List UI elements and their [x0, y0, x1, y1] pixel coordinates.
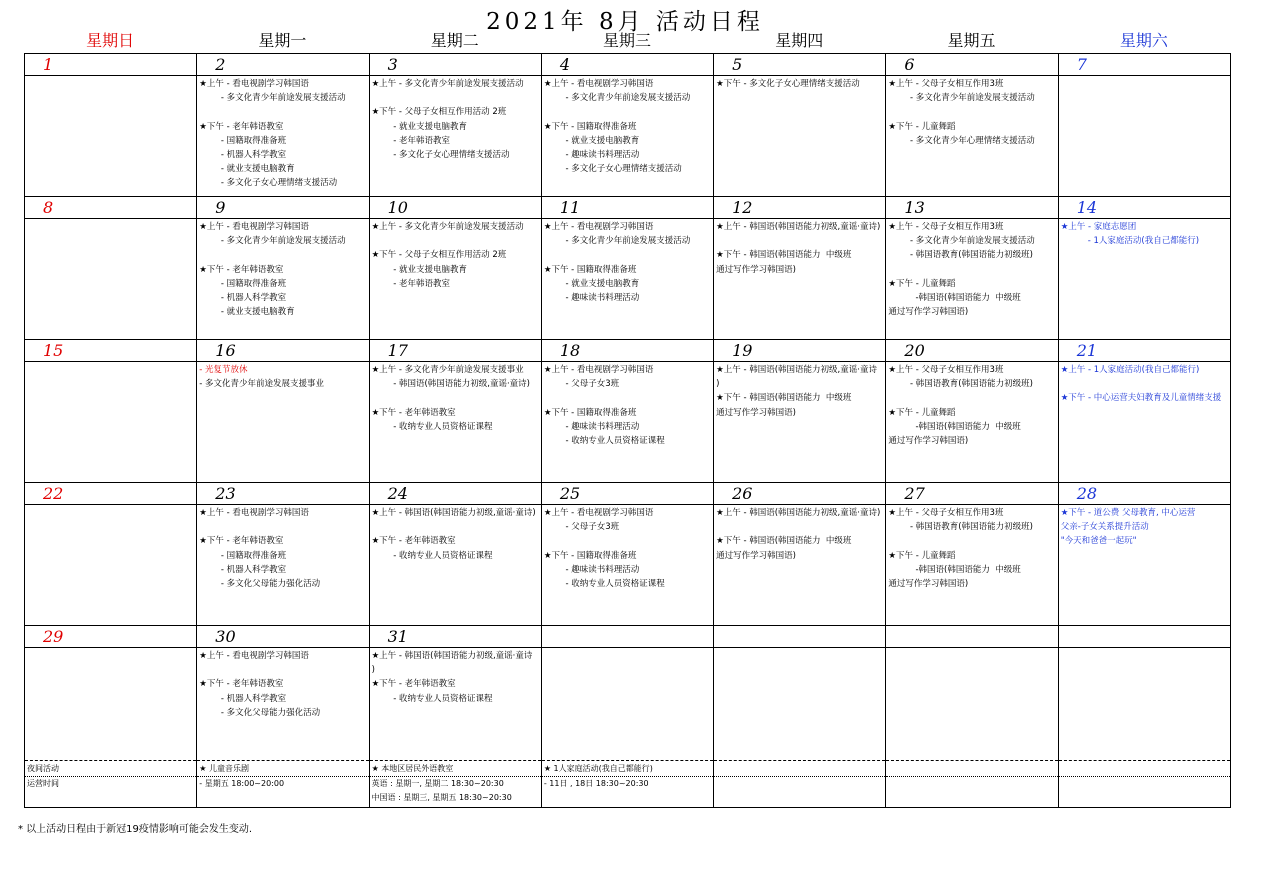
day-number: 10 [387, 198, 408, 217]
day-number: 7 [1076, 55, 1087, 74]
event-list [25, 648, 196, 649]
events-cell [197, 362, 369, 483]
week-events-row [25, 219, 1231, 340]
operating-hours-cell: 英语 : 星期一, 星期二 18:30~20:30 中国语 : 星期三, 星期五 18:30~20:30 [369, 777, 541, 808]
weekday-sunday: 星期日 [86, 31, 135, 50]
events-cell [25, 648, 197, 761]
event-list: ★上午 - 韩国语(韩国语能力初级,童谣·童诗) ★下午 - 韩国语(韩国语能力 中级班 通过写作学习韩国语) [716, 508, 881, 561]
week-events-row [25, 76, 1231, 197]
date-cell [25, 54, 197, 76]
event-list: ★上午 - 看电视剧学习韩国语 ★下午 - 老年韩语教室 - 国籍取得准备班 - 机器人科学教室 - 多文化父母能力强化活动 [199, 508, 321, 590]
day-number: 13 [904, 198, 925, 217]
day-number: 18 [559, 341, 581, 360]
events-cell [714, 648, 886, 761]
event-list: ★上午 - 看电视剧学习韩国语 - 父母子女3班 ★下午 - 国籍取得准备班 - 趣味读书料理活动 - 收纳专业人员资格证课程 [543, 508, 665, 590]
events-cell [886, 648, 1058, 761]
weekday-header [24, 30, 1230, 52]
date-cell [197, 54, 369, 76]
day-number: 12 [732, 198, 753, 217]
day-number: 30 [215, 627, 236, 646]
week-date-row [25, 197, 1231, 219]
event-list [25, 76, 196, 77]
day-number: 19 [732, 341, 753, 360]
date-cell [541, 340, 713, 362]
events-cell [1058, 648, 1230, 761]
day-number: 20 [904, 341, 925, 360]
date-cell [197, 483, 369, 505]
events-cell [1058, 219, 1230, 340]
events-cell [886, 76, 1058, 197]
night-activity-cell [886, 761, 1058, 777]
events-cell [25, 219, 197, 340]
date-cell [197, 626, 369, 648]
date-cell [541, 626, 713, 648]
night-activity-row [25, 761, 1231, 777]
events-cell [714, 219, 886, 340]
event-list: ★上午 - 看电视剧学习韩国语 - 多文化青少年前途发展支援活动 ★下午 - 老年韩语教室 - 国籍取得准备班 - 机器人科学教室 - 就业支援电脑教育 - 多文化子女心理情绪支援活动 [199, 79, 346, 189]
date-cell [1058, 54, 1230, 76]
event-list: ★下午 - 道公费 父母教育, 中心运营 父亲-子女关系提升活动 "今天和爸爸一起玩" [1060, 508, 1196, 547]
date-cell [369, 197, 541, 219]
date-cell [714, 483, 886, 505]
events-cell [714, 362, 886, 483]
events-cell [541, 362, 713, 483]
event-list: ★上午 - 看电视剧学习韩国语 - 多文化青少年前途发展支援活动 ★下午 - 国籍取得准备班 - 就业支援电脑教育 - 趣味读书料理活动 - 多文化子女心理情绪支援活动 [543, 79, 691, 175]
week-events-row [25, 362, 1231, 483]
weekday-tuesday: 星期二 [430, 31, 479, 50]
week-date-row [25, 626, 1231, 648]
day-number: 8 [43, 198, 54, 217]
event-list: ★上午 - 韩国语(韩国语能力初级,童谣·童诗) ★下午 - 老年韩语教室 - 收纳专业人员资格证课程 [371, 508, 536, 561]
date-cell [541, 483, 713, 505]
night-activity-cell: ★ 1人家庭活动(我自己都能行) [541, 761, 713, 777]
event-list: ★上午 - 看电视剧学习韩国语 ★下午 - 老年韩语教室 - 机器人科学教室 - 多文化父母能力强化活动 [199, 651, 321, 718]
weekday-wednesday: 星期三 [602, 31, 651, 50]
events-cell [25, 505, 197, 626]
day-number: 16 [215, 341, 236, 360]
date-cell [541, 197, 713, 219]
day-number: 5 [732, 55, 743, 74]
date-cell [1058, 340, 1230, 362]
date-cell [369, 626, 541, 648]
events-cell [886, 219, 1058, 340]
events-cell [197, 648, 369, 761]
event-list [1059, 76, 1230, 77]
events-cell [886, 505, 1058, 626]
date-cell [886, 54, 1058, 76]
day-number: 15 [43, 341, 64, 360]
day-number: 17 [387, 341, 408, 360]
events-cell [541, 648, 713, 761]
event-list [25, 505, 196, 506]
events-cell [369, 219, 541, 340]
day-number: 1 [43, 55, 54, 74]
day-number: 14 [1076, 198, 1098, 217]
night-activity-cell: ★ 本地区居民外语教室 [369, 761, 541, 777]
date-cell [1058, 197, 1230, 219]
date-cell [714, 340, 886, 362]
day-number: 25 [559, 484, 581, 503]
week-date-row [25, 340, 1231, 362]
weekday-friday: 星期五 [947, 31, 996, 50]
operating-hours-cell: - 星期五 18:00~20:00 [197, 777, 369, 808]
day-number: 23 [215, 484, 236, 503]
event-list [886, 648, 1057, 649]
night-activity-cell: ★ 儿童音乐剧 [197, 761, 369, 777]
event-list: ★上午 - 父母子女相互作用3班 - 韩国语教育(韩国语能力初级班) ★下午 - 儿童舞蹈 -韩国语(韩国语能力 中级班 通过写作学习韩国语) [888, 508, 1033, 590]
events-cell [1058, 76, 1230, 197]
date-cell [197, 340, 369, 362]
date-cell [886, 483, 1058, 505]
night-activity-cell [714, 761, 886, 777]
event-list: ★上午 - 看电视剧学习韩国语 - 多文化青少年前途发展支援活动 ★下午 - 国籍取得准备班 - 就业支援电脑教育 - 趣味读书料理活动 [543, 222, 691, 304]
weekday-thursday: 星期四 [775, 31, 824, 50]
events-cell [197, 505, 369, 626]
event-list: ★上午 - 多文化青少年前途发展支援活动 ★下午 - 父母子女相互作用活动 2班 - 就业支援电脑教育 - 老年韩语教室 [371, 222, 524, 289]
date-cell [25, 340, 197, 362]
page-title: 2021年 8月 活动日程 [486, 9, 764, 35]
event-list: ★上午 - 韩国语(韩国语能力初级,童谣·童诗 ) ★下午 - 老年韩语教室 - 收纳专业人员资格证课程 [371, 651, 533, 704]
events-cell [541, 76, 713, 197]
events-cell [886, 362, 1058, 483]
events-cell [541, 219, 713, 340]
date-cell [714, 626, 886, 648]
weekday-monday: 星期一 [258, 31, 307, 50]
events-cell [197, 76, 369, 197]
event-list: ★上午 - 多文化青少年前途发展支援活动 ★下午 - 父母子女相互作用活动 2班 - 就业支援电脑教育 - 老年韩语教室 - 多文化子女心理情绪支援活动 [371, 79, 524, 161]
events-cell [1058, 505, 1230, 626]
event-list: ★下午 - 多文化子女心理情绪支援活动 [716, 79, 860, 89]
event-list: ★上午 - 看电视剧学习韩国语 - 父母子女3班 ★下午 - 国籍取得准备班 - 趣味读书料理活动 - 收纳专业人员资格证课程 [543, 365, 665, 447]
day-number: 9 [215, 198, 226, 217]
events-cell [369, 648, 541, 761]
day-number: 4 [559, 55, 571, 74]
day-number: 22 [43, 484, 64, 503]
event-list: ★上午 - 看电视剧学习韩国语 - 多文化青少年前途发展支援活动 ★下午 - 老年韩语教室 - 国籍取得准备班 - 机器人科学教室 - 就业支援电脑教育 [199, 222, 346, 318]
day-number: 3 [387, 55, 398, 74]
date-cell [1058, 626, 1230, 648]
day-number: 6 [904, 55, 915, 74]
events-cell [25, 76, 197, 197]
day-number: 28 [1076, 484, 1098, 503]
events-cell [1058, 362, 1230, 483]
night-activity-label: 夜间活动 [25, 761, 197, 777]
event-list: - 光复节放休 - 多文化青少年前途发展支援事业 [199, 365, 325, 390]
weekday-saturday: 星期六 [1119, 31, 1168, 50]
holiday-label: - 光复节放休 [199, 365, 248, 375]
day-number: 11 [559, 198, 581, 217]
day-number: 26 [732, 484, 753, 503]
day-number: 31 [387, 627, 408, 646]
events-cell [714, 505, 886, 626]
events-cell [714, 76, 886, 197]
events-cell [197, 219, 369, 340]
events-cell [25, 362, 197, 483]
date-cell [714, 197, 886, 219]
day-number: 27 [904, 484, 925, 503]
event-list: ★上午 - 韩国语(韩国语能力初级,童谣·童诗) ★下午 - 韩国语(韩国语能力 中级班 通过写作学习韩国语) [716, 222, 881, 275]
week-date-row [25, 483, 1231, 505]
event-list [25, 362, 196, 363]
date-cell [714, 54, 886, 76]
events-cell [369, 76, 541, 197]
event-list: ★上午 - 多文化青少年前途发展支援事业 - 韩国语(韩国语能力初级,童谣·童诗) ★下午 - 老年韩语教室 - 收纳专业人员资格证课程 [371, 365, 530, 432]
event-list: ★上午 - 父母子女相互作用3班 - 多文化青少年前途发展支援活动 ★下午 - 儿童舞蹈 - 多文化青少年心理情绪支援活动 [888, 79, 1035, 146]
operating-hours-cell [886, 777, 1058, 808]
operating-hours-label: 运营时间 [25, 777, 197, 808]
date-cell [541, 54, 713, 76]
night-activity-cell [1058, 761, 1230, 777]
week-events-row [25, 648, 1231, 761]
date-cell [25, 483, 197, 505]
event-list: ★上午 - 父母子女相互作用3班 - 多文化青少年前途发展支援活动 - 韩国语教育(韩国语能力初级班) ★下午 - 儿童舞蹈 -韩国语(韩国语能力 中级班 通过写作学习韩国语) [888, 222, 1035, 318]
operating-hours-cell [714, 777, 886, 808]
day-number: 2 [215, 55, 226, 74]
event-list [714, 648, 885, 649]
events-cell [369, 362, 541, 483]
date-cell [369, 340, 541, 362]
date-cell [886, 197, 1058, 219]
date-cell [369, 483, 541, 505]
date-cell [886, 626, 1058, 648]
event-list: ★上午 - 韩国语(韩国语能力初级,童谣·童诗 ) ★下午 - 韩国语(韩国语能力 中级班 通过写作学习韩国语) [716, 365, 877, 418]
date-cell [25, 626, 197, 648]
date-cell [369, 54, 541, 76]
calendar-table [24, 53, 1231, 808]
footnote: * 以上活动日程由于新冠19疫情影响可能会发生变动. [18, 824, 253, 835]
week-events-row [25, 505, 1231, 626]
event-list: ★上午 - 1人家庭活动(我自己都能行) ★下午 - 中心运营夫妇教育及儿童情绪支援 [1060, 365, 1222, 404]
events-cell [541, 505, 713, 626]
date-cell [886, 340, 1058, 362]
week-date-row [25, 54, 1231, 76]
event-list: ★上午 - 父母子女相互作用3班 - 韩国语教育(韩国语能力初级班) ★下午 - 儿童舞蹈 -韩国语(韩国语能力 中级班 通过写作学习韩国语) [888, 365, 1033, 447]
day-number: 29 [43, 627, 64, 646]
events-cell [369, 505, 541, 626]
event-list: ★上午 - 家庭志愿团 - 1人家庭活动(我自己都能行) [1060, 222, 1200, 247]
event-list [542, 648, 713, 649]
day-number: 24 [387, 484, 408, 503]
date-cell [197, 197, 369, 219]
date-cell [1058, 483, 1230, 505]
day-number: 21 [1076, 341, 1098, 360]
event-list [1059, 648, 1230, 649]
event-list [25, 219, 196, 220]
operating-hours-row [25, 777, 1231, 808]
date-cell [25, 197, 197, 219]
operating-hours-cell [1058, 777, 1230, 808]
operating-hours-cell: - 11日 , 18日 18:30~20:30 [541, 777, 713, 808]
